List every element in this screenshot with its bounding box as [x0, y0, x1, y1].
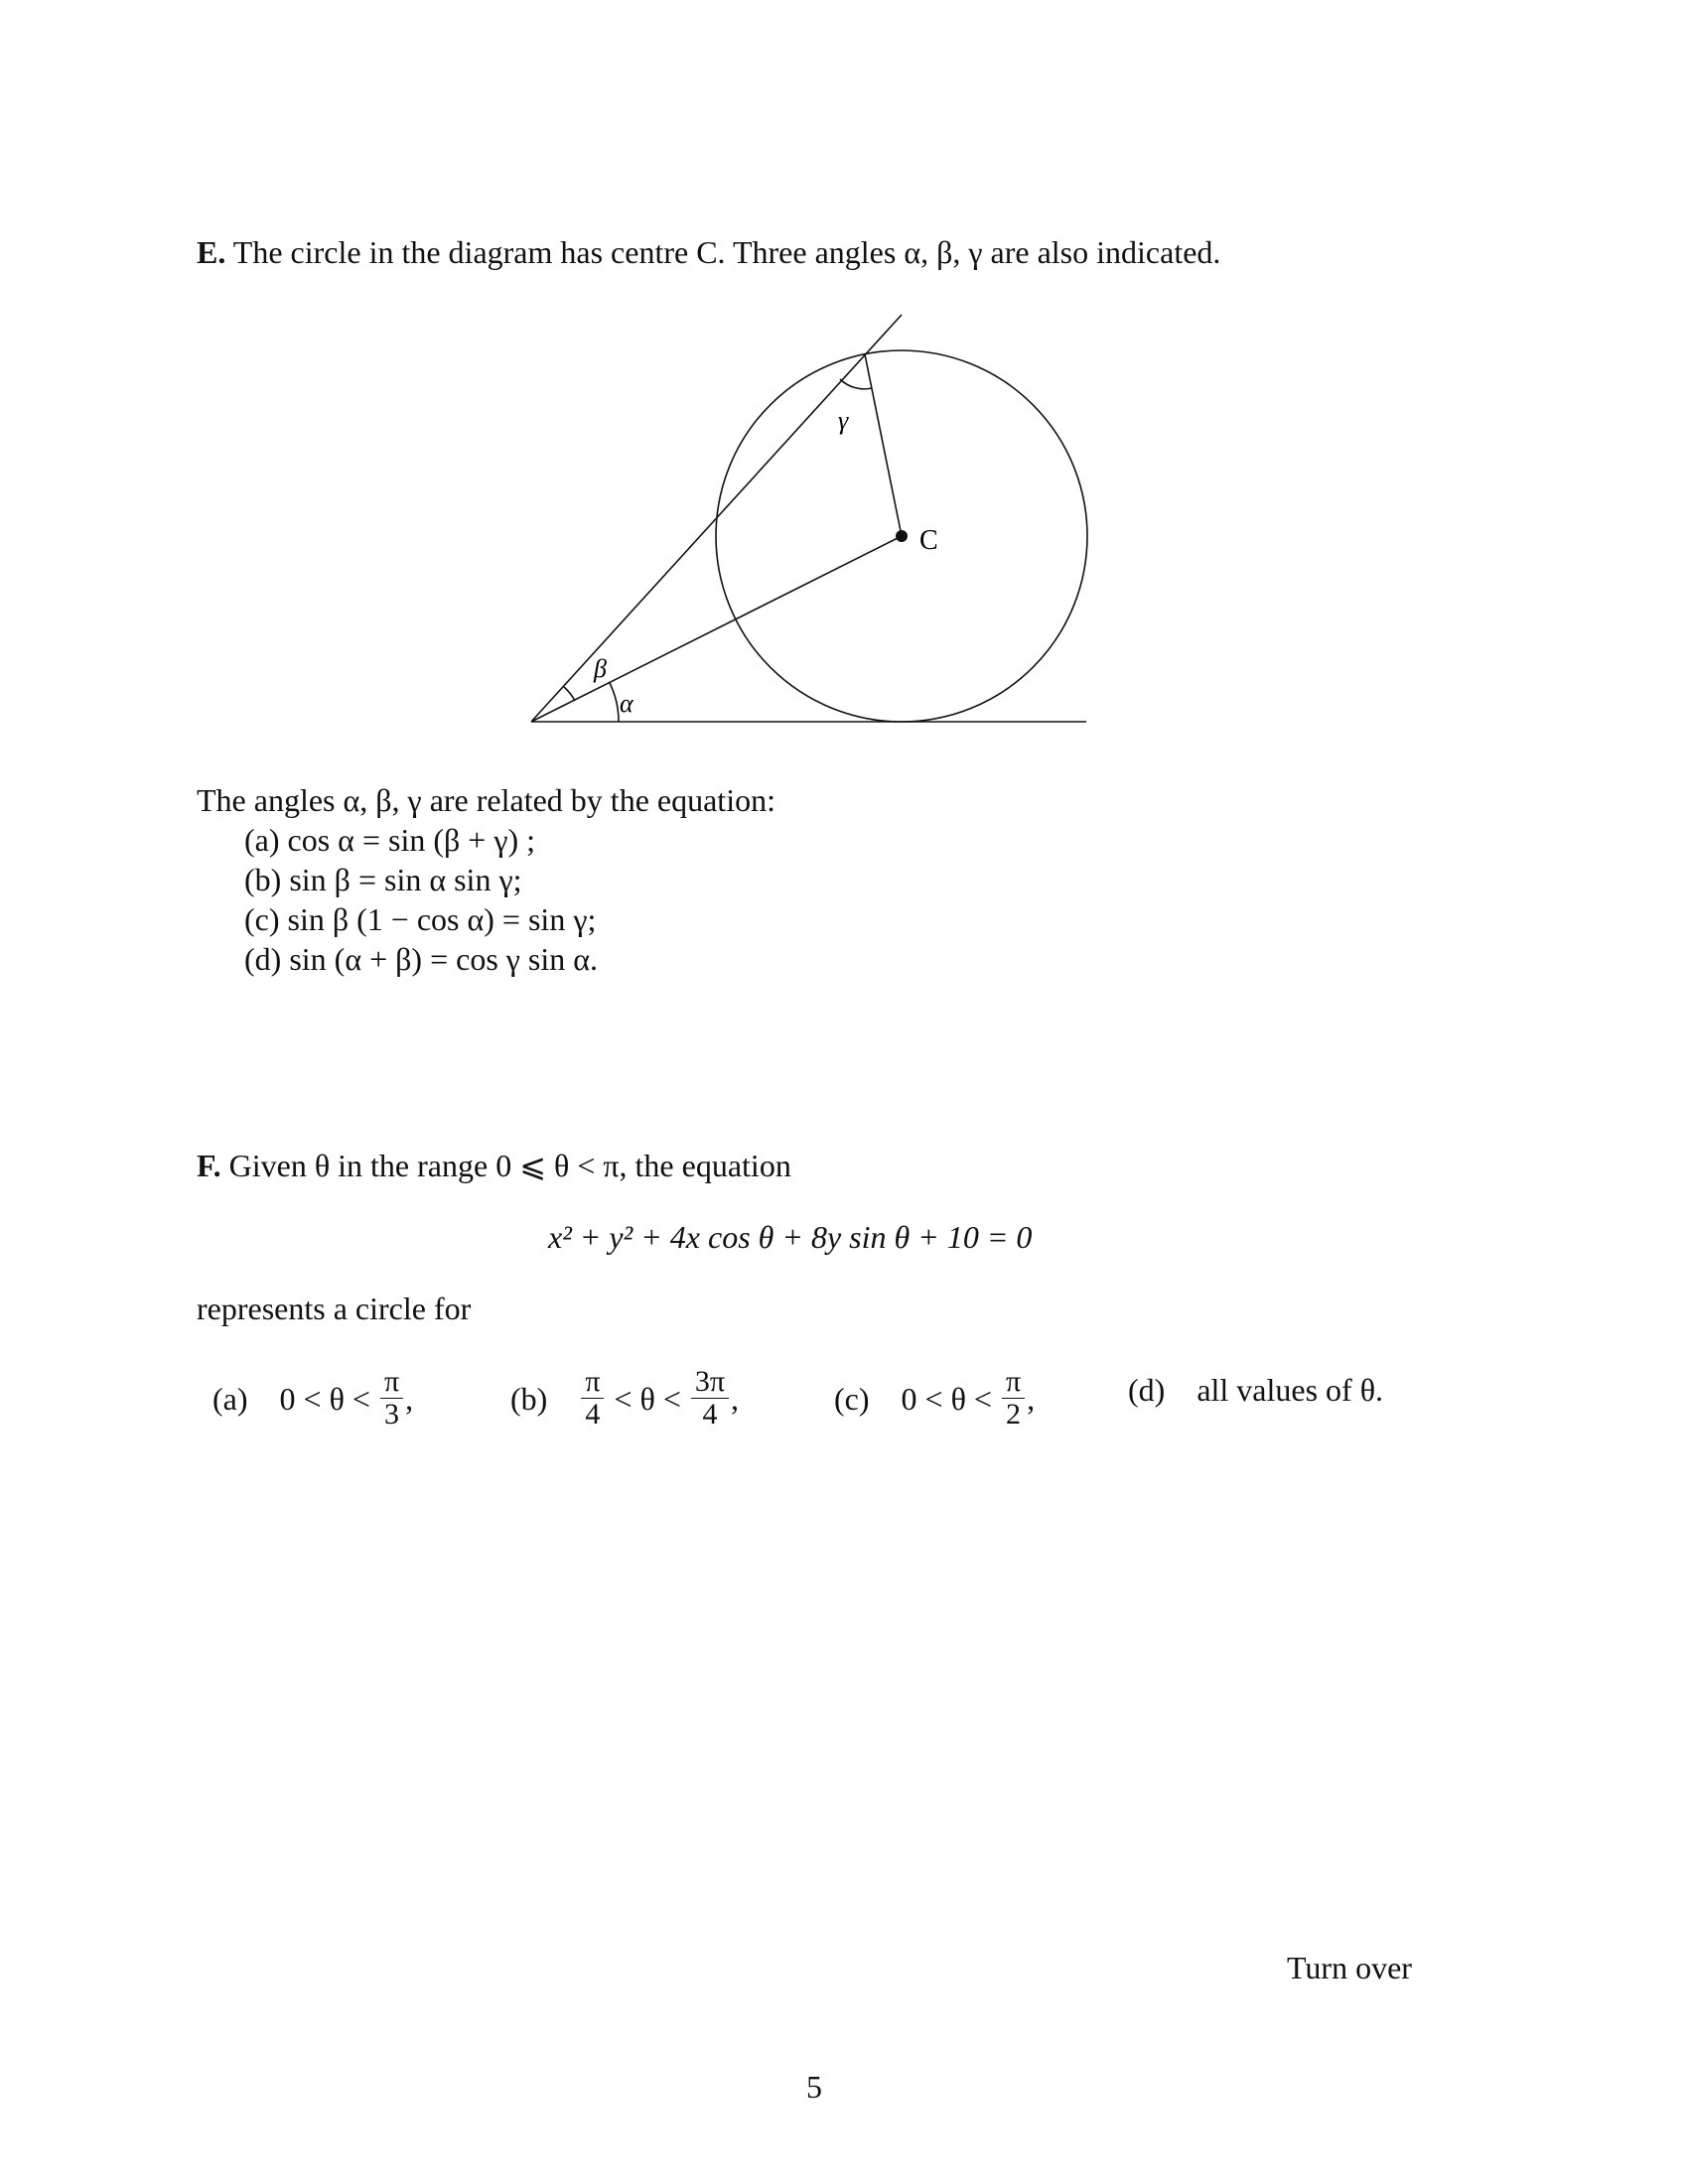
question-e-label: E.	[197, 234, 226, 270]
question-f-option-b	[510, 1365, 740, 1434]
question-e-option-b: (b) sin β = sin α sin γ;	[244, 862, 522, 897]
question-e-option-d: (d) sin (α + β) = cos γ sin α.	[244, 941, 599, 977]
question-f-equation: x² + y² + 4x cos θ + 8y sin θ + 10 = 0	[548, 1219, 1033, 1255]
alpha-label: α	[620, 689, 633, 718]
option-d-text: all values of θ.	[1196, 1372, 1384, 1408]
question-f-after: represents a circle for	[197, 1291, 472, 1326]
vertex-to-centre-line	[531, 536, 902, 722]
beta-label: β	[594, 654, 607, 683]
option-d-label: (d)	[1128, 1372, 1166, 1408]
question-f-option-c	[834, 1365, 1036, 1434]
question-e-option-a: (a) cos α = sin (β + γ) ;	[244, 822, 535, 858]
option-a-right: ,	[405, 1380, 414, 1417]
option-b-label: (b)	[510, 1380, 548, 1417]
question-e-intro-text: The circle in the diagram has centre C. Three angles α, β, γ are also indicated.	[232, 234, 1221, 270]
centre-dot	[896, 530, 908, 542]
question-f-option-a	[212, 1365, 414, 1434]
page-number: 5	[806, 2069, 822, 2105]
gamma-arc	[840, 379, 872, 389]
gamma-label: γ	[838, 406, 849, 435]
question-e-stem: The angles α, β, γ are related by the equation:	[197, 782, 775, 818]
alpha-arc	[610, 683, 619, 722]
option-a-numerator: π	[380, 1366, 403, 1399]
option-a-label: (a)	[212, 1380, 248, 1417]
option-a-fraction	[380, 1366, 403, 1431]
beta-arc	[564, 687, 575, 701]
option-b-numerator-1: π	[581, 1366, 604, 1399]
option-b-fraction-2	[691, 1366, 729, 1431]
option-a-left: 0 < θ <	[279, 1380, 370, 1417]
option-c-left: 0 < θ <	[901, 1380, 992, 1417]
secant-line	[531, 315, 902, 722]
option-c-denominator: 2	[1006, 1398, 1022, 1431]
option-b-numerator-2: 3π	[691, 1366, 729, 1399]
question-e-option-c: (c) sin β (1 − cos α) = sin γ;	[244, 901, 597, 937]
option-b-middle: < θ <	[614, 1380, 681, 1417]
option-c-numerator: π	[1002, 1366, 1025, 1399]
centre-label: C	[919, 525, 938, 556]
radius-line	[865, 354, 902, 536]
question-f-label: F.	[197, 1148, 221, 1183]
question-f-option-d	[1128, 1370, 1383, 1410]
option-c-right: ,	[1027, 1380, 1036, 1417]
option-a-denominator: 3	[384, 1398, 400, 1431]
question-f-intro	[197, 1146, 791, 1185]
option-b-right: ,	[731, 1380, 740, 1417]
option-b-denominator-1: 4	[585, 1398, 601, 1431]
option-b-denominator-2: 4	[702, 1398, 718, 1431]
option-c-label: (c)	[834, 1380, 870, 1417]
question-f-intro-text: Given θ in the range 0 ⩽ θ < π, the equation	[228, 1148, 791, 1183]
option-b-fraction-1	[581, 1366, 604, 1431]
turn-over-text: Turn over	[1287, 1950, 1412, 1985]
option-c-fraction	[1002, 1366, 1025, 1431]
